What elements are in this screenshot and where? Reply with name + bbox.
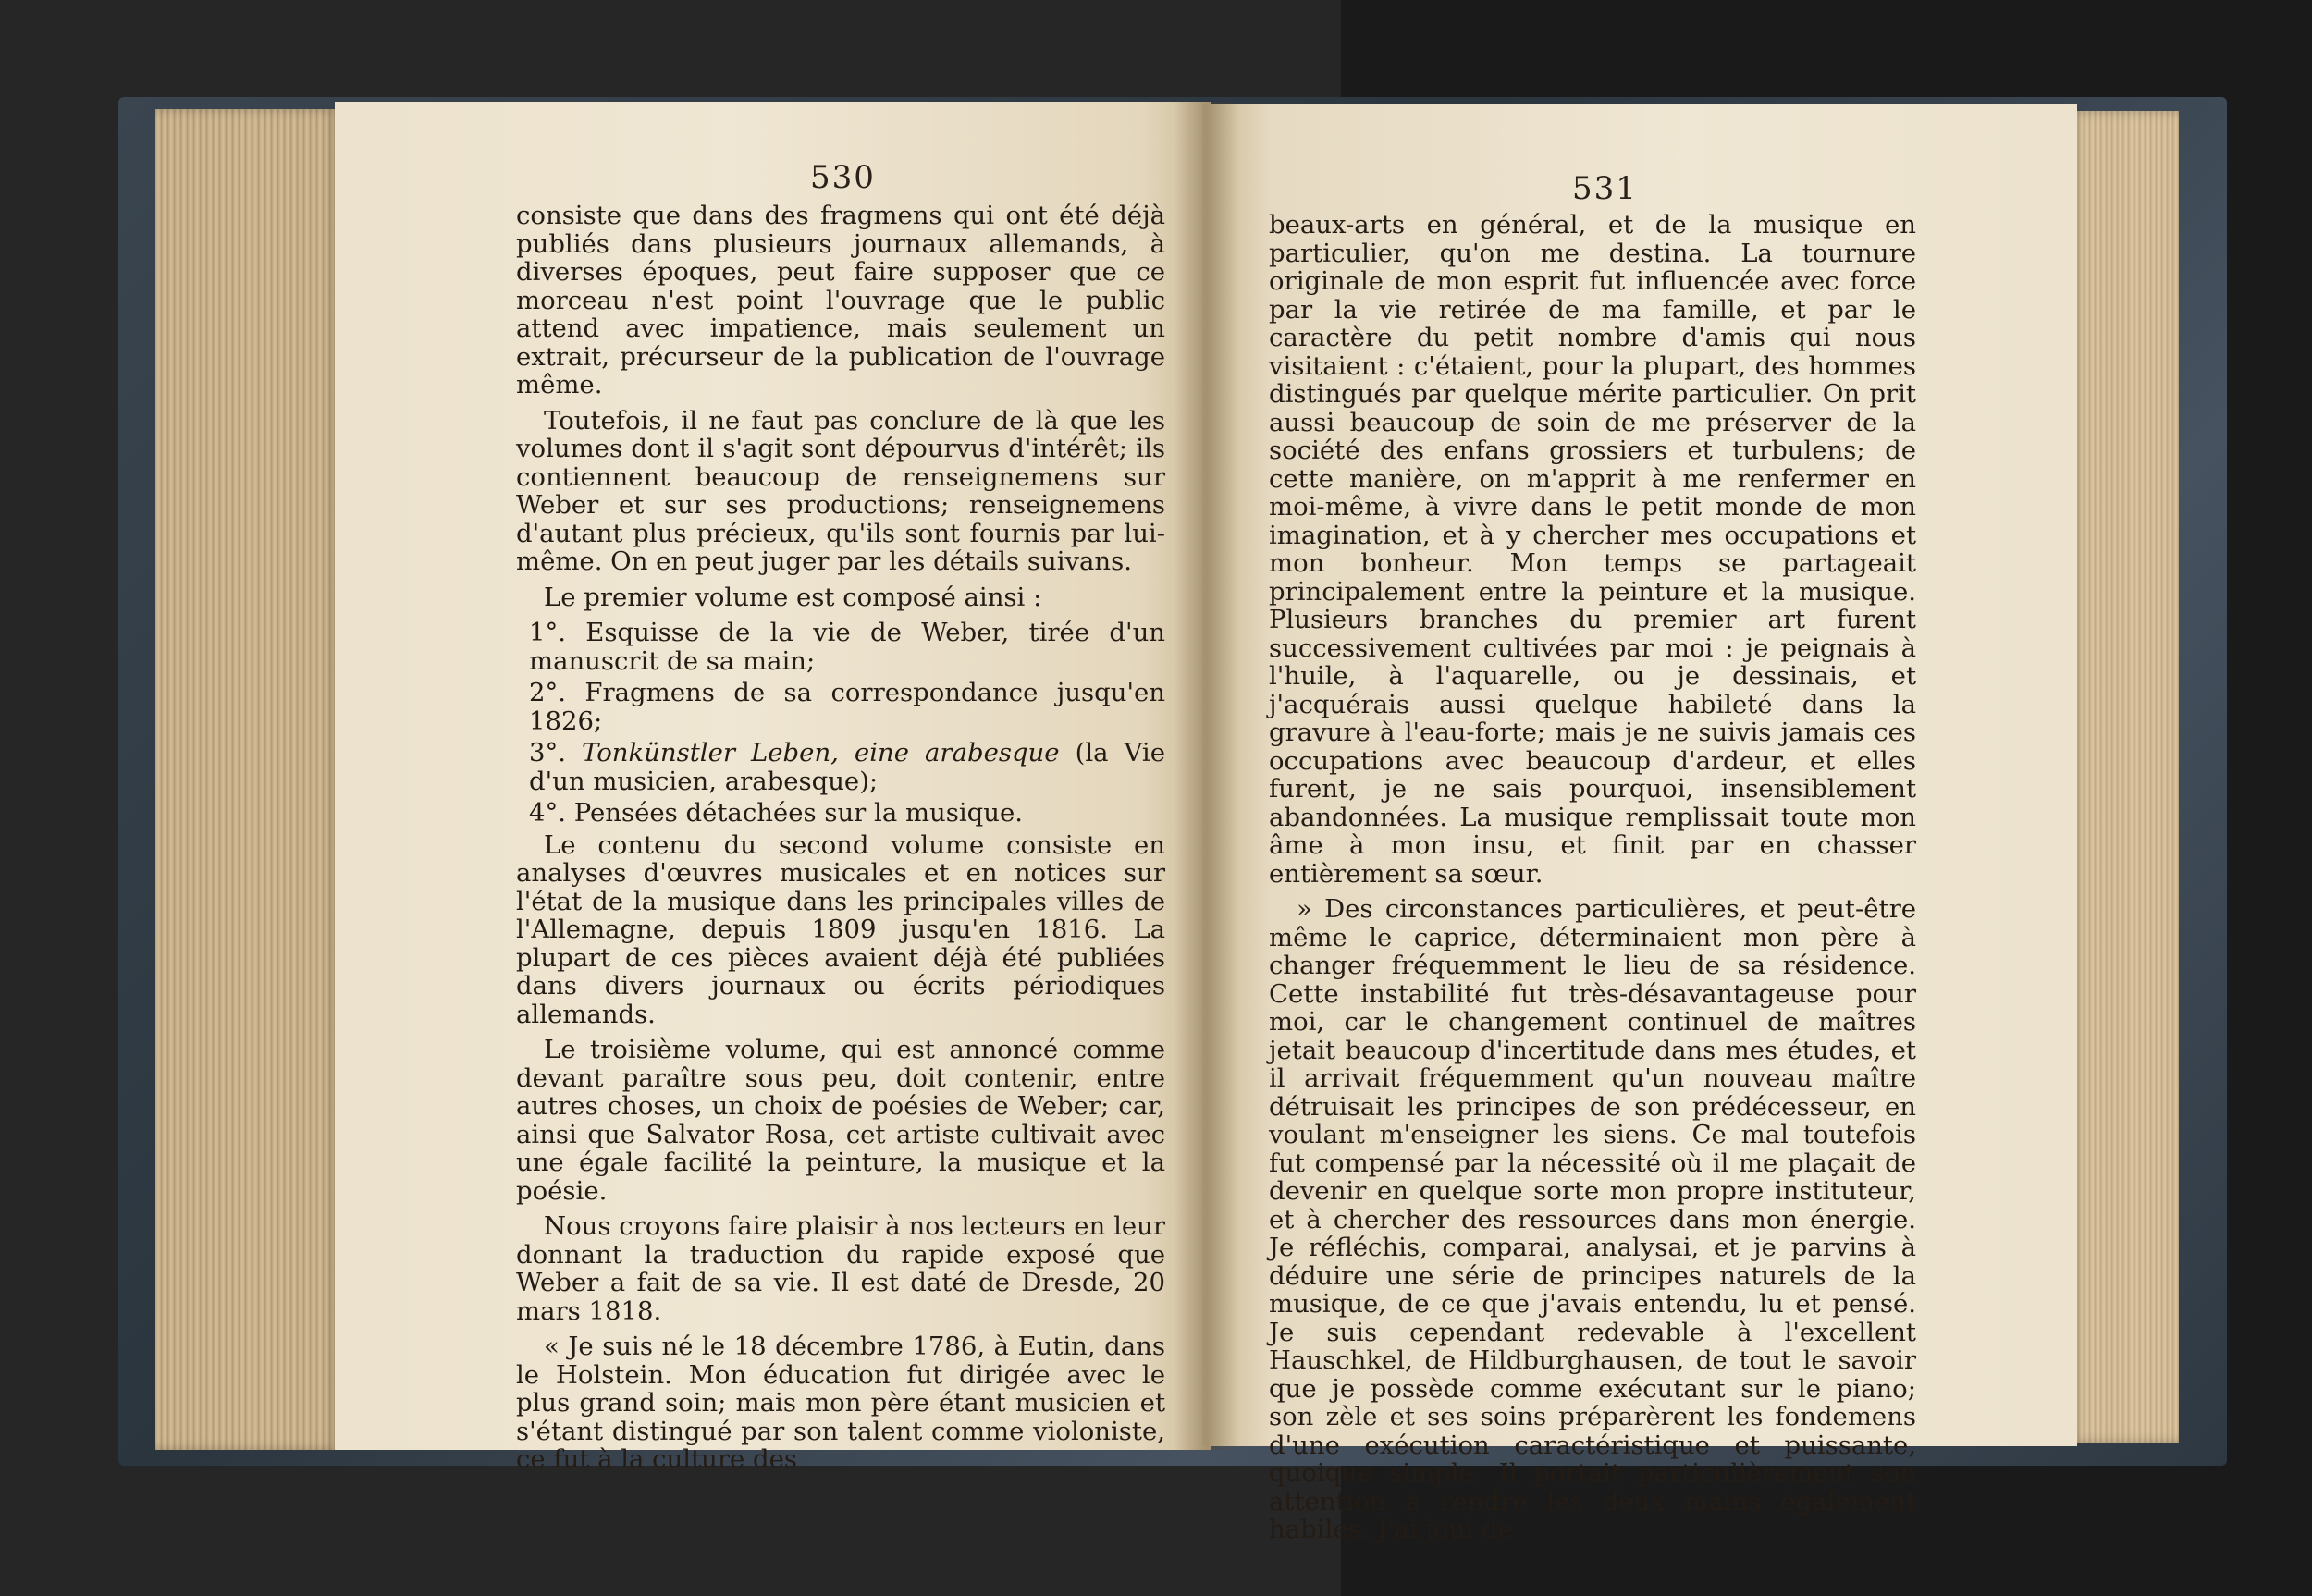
list-item: 1°. Esquisse de la vie de Weber, tirée d'un manuscrit de sa main; [529, 618, 1165, 676]
list-item-rest: (la Vie d'un musicien, arabesque); [529, 738, 1165, 796]
book-gutter [1174, 102, 1239, 1450]
paragraph: Le troisième volume, qui est annoncé comme devant paraître sous peu, doit contenir, entre autres choses, un choix de poésies de Weber; car, ainsi que Salvator Rosa, cet artiste cultivait avec une égale facilité la peinture, la musique et la poésie. [516, 1035, 1165, 1206]
page-edges-right [2068, 111, 2179, 1443]
paragraph: Le contenu du second volume consiste en analyses d'œuvres musicales et en notices sur l'état de la musique dans les principales villes de l'Allemagne, depuis 1809 jusqu'en 1816. La plupart de ces pièces avaient déjà été publiées dans divers journaux ou écrits périodiques allemands. [516, 829, 1165, 1029]
paragraph: beaux-arts en général, et de la musique en particulier, qu'on me destina. La tournure originale de mon esprit fut influencée avec force par la vie retirée de ma famille, et par le caractère du petit nombre d'amis qui nous visitaient : c'étaient, pour la plupart, des hommes distingués par quelque mérite particulier. On prit aussi beaucoup de soin de me préserver de la société des enfans grossiers et turbulens; de cette manière, on m'apprit à me renfermer en moi-même, à vivre dans le petit monde de mon imagination, et à y chercher mes occupations et mon bonheur. Mon temps se partageait principalement entre la peinture et la musique. Plusieurs branches du premier art furent successivement cultivées par moi : je peignais à l'huile, à l'aquarelle, ou je dessinais, et j'acquérais aussi quelque habileté dans la gravure à l'eau-forte; mais je ne suivis jamais ces occupations avec beaucoup d'ardeur, et elles furent, je ne sais pourquoi, insensiblement abandonnées. La musique remplissait toute mon âme à mon insu, et finit par en chasser entièrement sa sœur. [1269, 210, 1916, 889]
paragraph: « Je suis né le 18 décembre 1786, à Eutin, dans le Holstein. Mon éducation fut dirigée avec le plus grand soin; mais mon père étant musicien et s'étant distingué par son talent comme violoniste, ce fut à la culture des [516, 1332, 1165, 1474]
paragraph: Le premier volume est composé ainsi : [544, 582, 1042, 612]
page-edges-left [155, 109, 340, 1450]
list-item: 2°. Fragmens de sa correspondance jusqu'en 1826; [529, 678, 1165, 736]
paragraph: Nous croyons faire plaisir à nos lecteurs en leur donnant la traduction du rapide exposé que Weber a fait de sa vie. Il est daté de Dresde, 20 mars 1818. [516, 1211, 1165, 1326]
italic-title: Tonkünstler Leben, eine arabesque [582, 738, 1060, 767]
list-item: 4°. Pensées détachées sur la musique. [529, 798, 1024, 828]
list-item [516, 739, 1165, 795]
left-page-text [516, 202, 1165, 1481]
left-page-number: 530 [810, 159, 876, 196]
right-page-number: 531 [1572, 170, 1638, 207]
paragraph: Toutefois, il ne faut pas conclure de là que les volumes dont il s'agit sont dépourvus d'intérêt; ils contiennent beaucoup de renseignemens sur Weber et sur ses productions; renseignemens d'autant plus précieux, qu'ils sont fournis par lui-même. On en peut juger par les détails suivans. [516, 405, 1165, 576]
right-page-text [1269, 211, 1916, 1552]
paragraph: consiste que dans des fragmens qui ont été déjà publiés dans plusieurs journaux allemands, à diverses époques, peut faire supposer que ce morceau n'est point l'ouvrage que le public attend avec impatience, mais seulement un extrait, précurseur de la publication de l'ouvrage même. [516, 201, 1165, 399]
paragraph: » Des circonstances particulières, et peut-être même le caprice, déterminaient mon père à changer fréquemment le lieu de sa résidence. Cette instabilité fut très-désavantageuse pour moi, car le changement continuel de maîtres jetait beaucoup d'incertitude dans mes études, et il arrivait fréquemment qu'un nouveau maître détruisait les principes de son prédécesseur, en voulant m'enseigner les siens. Ce mal toutefois fut compensé par la nécessité où il me plaçait de devenir en quelque sorte mon propre instituteur, et à chercher des ressources dans mon énergie. Je réfléchis, comparai, analysai, et je parvins à déduire une série de principes naturels de la musique, de ce que j'avais entendu, lu et pensé. Je suis cependant redevable à l'excellent Hauschkel, de Hildburghausen, de tout le savoir que je possède comme exécutant sur le piano; son zèle et ses soins préparèrent les fondemens d'une exécution caractéristique et puissante, quoique simple. Il portait particulièrement son attention à rendre les deux mains également habiles. J'ai joui de [1269, 894, 1916, 1544]
list-item-number: 3°. [529, 738, 566, 767]
